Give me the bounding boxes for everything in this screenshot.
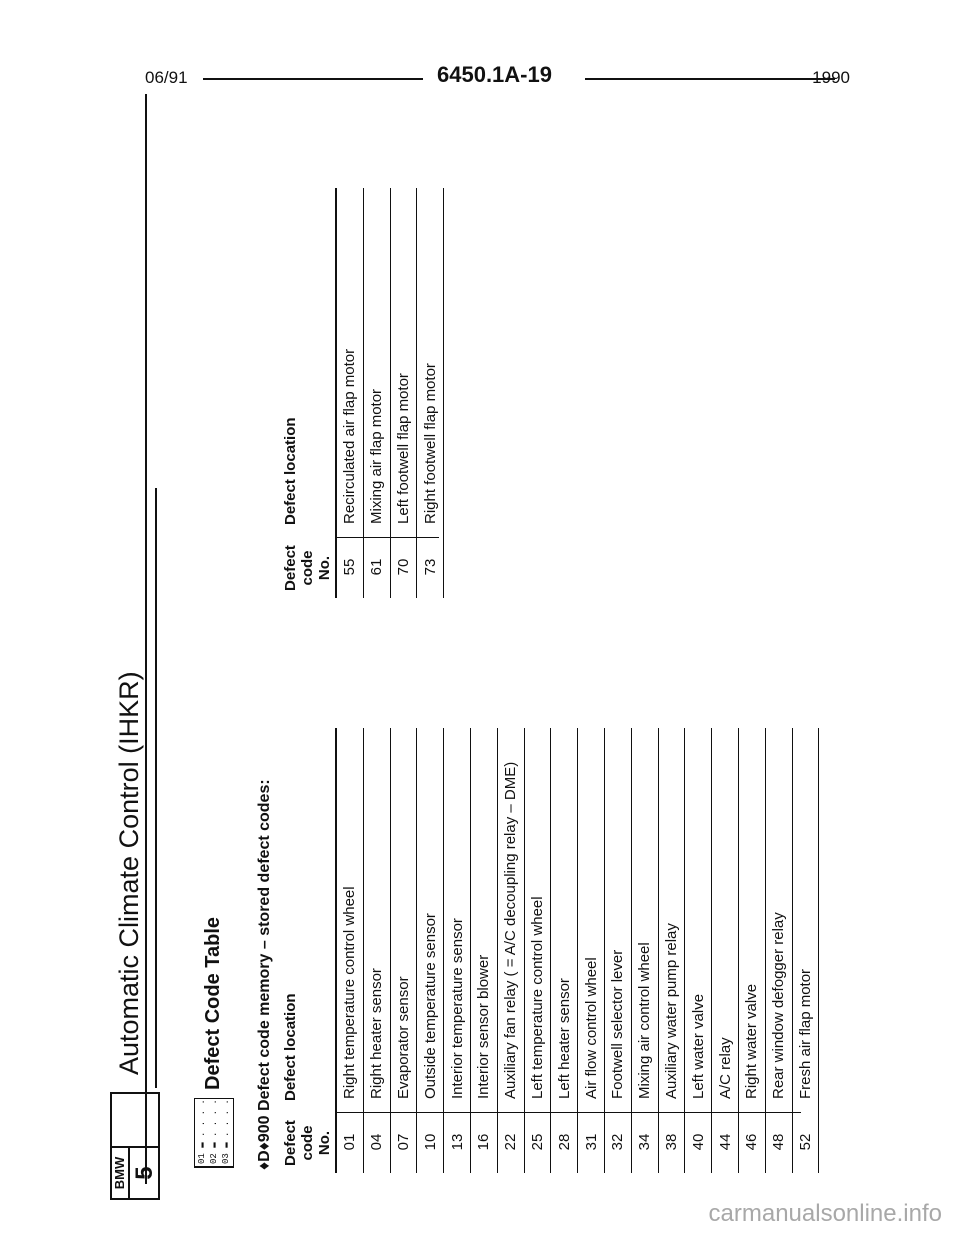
table-row	[738, 728, 765, 1173]
defect-location: A/C relay	[712, 728, 739, 1111]
defect-location: Evaporator sensor	[390, 728, 417, 1111]
defect-code: 07	[390, 1111, 417, 1173]
code-header-line3: No.	[316, 555, 333, 581]
defect-location: Auxiliary water pump relay	[658, 728, 685, 1111]
code-header-line2: code	[299, 550, 316, 586]
model-badge	[110, 1146, 160, 1200]
defect-code: 55	[336, 536, 363, 598]
table-row	[417, 728, 444, 1173]
defect-location: Recirculated air flap motor	[336, 188, 363, 536]
defect-location: Right footwell flap motor	[417, 188, 444, 536]
watermark: carmanualsonline.info	[708, 1200, 942, 1227]
defect-code: 13	[444, 1111, 471, 1173]
defect-code: 70	[390, 536, 417, 598]
defect-location: Mixing air control wheel	[631, 728, 658, 1111]
defect-code: 46	[738, 1111, 765, 1173]
table-row	[765, 728, 792, 1173]
defect-location: Auxiliary fan relay ( = A/C decoupling relay – DME)	[497, 728, 524, 1111]
defect-location: Interior sensor blower	[470, 728, 497, 1111]
table-row	[578, 728, 605, 1173]
subsection-title: ♦D♦900 Defect code memory – stored defect codes:	[256, 779, 273, 1170]
defect-code: 32	[604, 1111, 631, 1173]
table-row	[497, 728, 524, 1173]
table-row	[631, 728, 658, 1173]
defect-code: 10	[417, 1111, 444, 1173]
table-row	[792, 728, 819, 1173]
defect-code: 38	[658, 1111, 685, 1173]
code-header-line1: Defect	[282, 545, 299, 591]
defect-location: Fresh air flap motor	[792, 728, 819, 1111]
model-year: 1990	[812, 68, 850, 87]
defect-code: 22	[497, 1111, 524, 1173]
left-column-divider	[335, 1112, 801, 1113]
defect-code: 16	[470, 1111, 497, 1173]
table-row	[336, 728, 363, 1173]
table-row	[363, 728, 390, 1173]
code-header-line3: No.	[316, 1130, 333, 1156]
rotated-content	[110, 180, 850, 1200]
table-row	[470, 728, 497, 1173]
page-stack-icon	[195, 1166, 233, 1167]
right-location-header: Defect location	[282, 417, 299, 525]
defect-list-icon	[194, 1098, 234, 1168]
defect-code: 44	[712, 1111, 739, 1173]
defect-location: Right temperature control wheel	[336, 728, 363, 1111]
table-row	[444, 728, 471, 1173]
defect-code: 61	[363, 536, 390, 598]
defect-location: Interior temperature sensor	[444, 728, 471, 1111]
right-code-header	[282, 538, 333, 598]
badge-blank-box	[110, 1092, 160, 1146]
defect-location: Air flow control wheel	[578, 728, 605, 1111]
title-rule	[155, 488, 157, 1088]
table-row	[604, 728, 631, 1173]
defect-table-left	[335, 728, 819, 1173]
defect-code: 25	[524, 1111, 551, 1173]
header-rule-right	[585, 78, 835, 80]
page-header	[145, 62, 850, 92]
defect-code: 28	[551, 1111, 578, 1173]
page-title: Automatic Climate Control (IHKR)	[114, 671, 144, 1075]
defect-code: 34	[631, 1111, 658, 1173]
table-row	[658, 728, 685, 1173]
defect-location: Left footwell flap motor	[390, 188, 417, 536]
defect-code: 40	[685, 1111, 712, 1173]
defect-code: 52	[792, 1111, 819, 1173]
defect-code: 31	[578, 1111, 605, 1173]
table-row	[551, 728, 578, 1173]
left-location-header: Defect location	[282, 993, 299, 1101]
table-row	[712, 728, 739, 1173]
defect-location: Left water valve	[685, 728, 712, 1111]
defect-code: 48	[765, 1111, 792, 1173]
right-column-divider	[335, 537, 439, 538]
left-code-header	[282, 1113, 333, 1173]
defect-code: 01	[336, 1111, 363, 1173]
defect-location: Left heater sensor	[551, 728, 578, 1111]
code-header-line2: code	[299, 1125, 316, 1161]
defect-location: Left temperature control wheel	[524, 728, 551, 1111]
defect-location: Mixing air flap motor	[363, 188, 390, 536]
code-list-glyph: 01 ▬ . . . . 02 ▬ . . . . 03 ▬ . . . .	[197, 1099, 231, 1164]
defect-location: Footwell selector lever	[604, 728, 631, 1111]
table-row	[524, 728, 551, 1173]
issue-date: 06/91	[145, 68, 188, 87]
table-row	[390, 728, 417, 1173]
brand-label: BMW	[112, 1148, 130, 1198]
defect-location: Right water valve	[738, 728, 765, 1111]
defect-location: Outside temperature sensor	[417, 728, 444, 1111]
document-number: 6450.1A-19	[437, 62, 552, 87]
section-title: Defect Code Table	[202, 917, 224, 1090]
defect-code: 73	[417, 536, 444, 598]
defect-code: 04	[363, 1111, 390, 1173]
series-number: 5	[131, 1166, 158, 1180]
defect-location: Right heater sensor	[363, 728, 390, 1111]
code-header-line1: Defect	[282, 1120, 299, 1166]
header-rule-left	[203, 78, 423, 80]
table-row	[685, 728, 712, 1173]
defect-location: Rear window defogger relay	[765, 728, 792, 1111]
